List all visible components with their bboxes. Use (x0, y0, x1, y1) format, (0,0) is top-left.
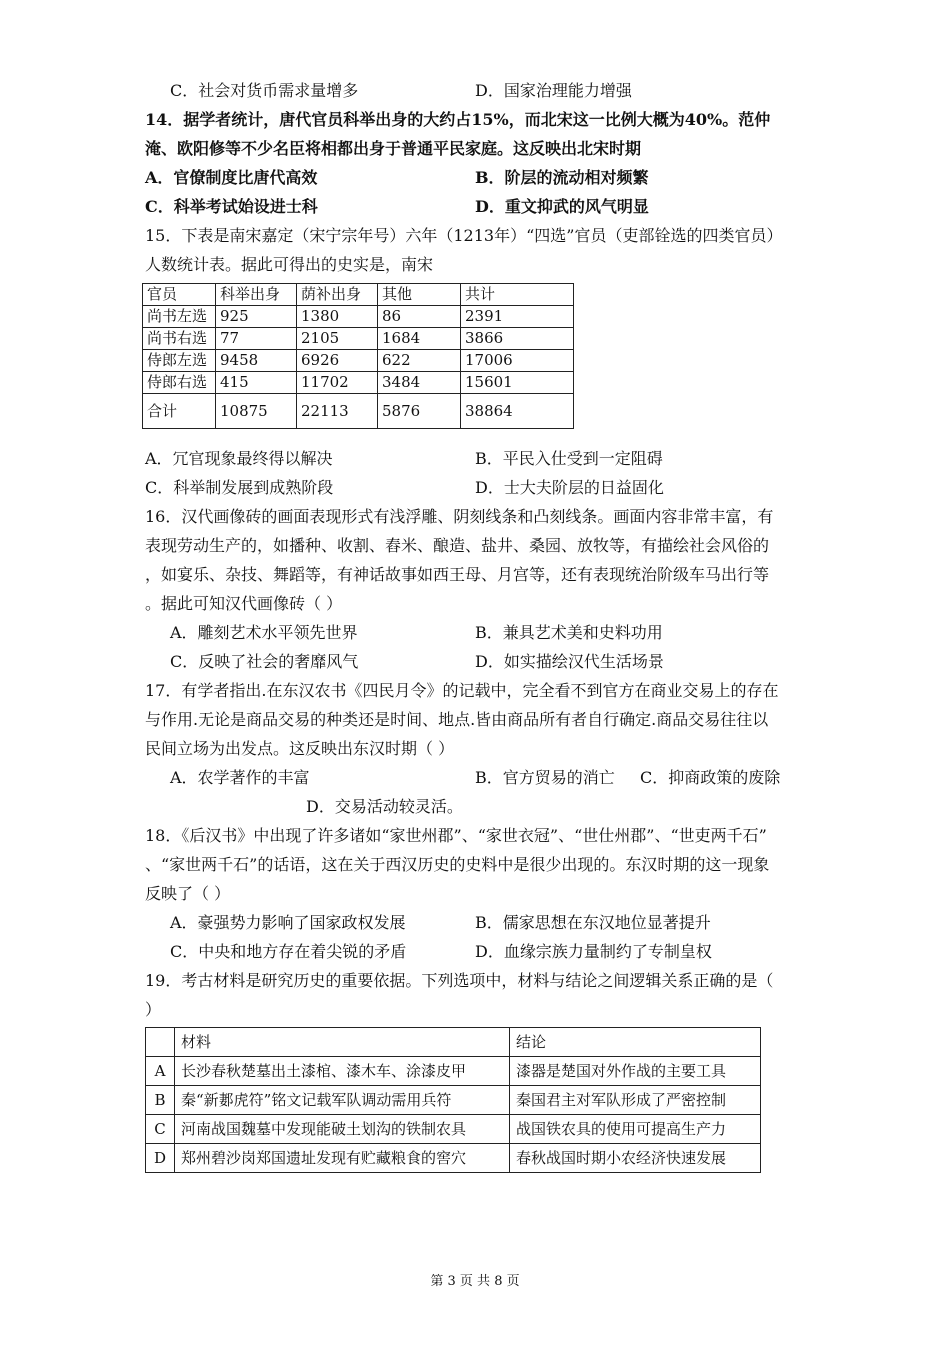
q18-option-a: A．豪强势力影响了国家政权发展 (170, 913, 406, 932)
table-cell: 5876 (378, 394, 461, 429)
table-cell: 战国铁农具的使用可提高生产力 (510, 1115, 761, 1144)
table-row (143, 372, 574, 394)
table-cell: 3866 (461, 328, 574, 350)
table-row (146, 1115, 761, 1144)
q13-option-c: C．社会对货币需求量增多 (170, 81, 359, 100)
q19-stem-line-2: ） (145, 1000, 162, 1019)
q15-officials-table (142, 283, 574, 429)
q15-option-a: A．冗官现象最终得以解决 (145, 449, 333, 468)
q18-stem-line-2: 、“家世两千石”的话语，这在关于西汉历史的史料中是很少出现的。东汉时期的这一现象 (145, 855, 770, 874)
q17-stem-line-3: 民间立场为出发点。这反映出东汉时期（ ） (145, 739, 455, 758)
table-cell: A (146, 1057, 175, 1086)
page-footer: 第 3 页 共 8 页 (430, 1274, 520, 1289)
table-cell: 2105 (297, 328, 378, 350)
q18-option-c: C．中央和地方存在着尖锐的矛盾 (170, 942, 407, 961)
q17-option-b: B．官方贸易的消亡 (475, 768, 615, 787)
q15-option-c: C．科举制发展到成熟阶段 (145, 478, 334, 497)
table-row (143, 306, 574, 328)
table-cell: 415 (216, 372, 297, 394)
table-cell: 长沙春秋楚墓出土漆棺、漆木车、涂漆皮甲 (175, 1057, 510, 1086)
header-cell: 其他 (378, 284, 461, 306)
table-cell: 622 (378, 350, 461, 372)
table-cell: 秦“新郪虎符”铭文记载军队调动需用兵符 (175, 1086, 510, 1115)
table-cell: 11702 (297, 372, 378, 394)
table-cell: D (146, 1144, 175, 1173)
q14-option-a: A．官僚制度比唐代高效 (145, 168, 318, 187)
q16-stem-line-4: 。据此可知汉代画像砖（ ） (145, 594, 343, 613)
table-cell: 侍郎左选 (143, 350, 216, 372)
q17-stem-line-1: 17．有学者指出.在东汉农书《四民月令》的记载中，完全看不到官方在商业交易上的存在 (145, 681, 779, 700)
table-cell: 尚书左选 (143, 306, 216, 328)
q15-stem-line-1: 15．下表是南宋嘉定（宋宁宗年号）六年（1213年）“四选”官员（吏部铨选的四类官员） (145, 226, 783, 245)
table-cell: 侍郎右选 (143, 372, 216, 394)
table-cell: 1684 (378, 328, 461, 350)
table-cell: 17006 (461, 350, 574, 372)
q14-option-d: D．重文抑武的风气明显 (475, 197, 649, 216)
table-cell: 86 (378, 306, 461, 328)
table-cell: 3484 (378, 372, 461, 394)
table-row (146, 1086, 761, 1115)
header-cell: 共计 (461, 284, 574, 306)
table-cell: 郑州碧沙岗郑国遗址发现有贮藏粮食的窖穴 (175, 1144, 510, 1173)
table-row (146, 1144, 761, 1173)
table-cell: 9458 (216, 350, 297, 372)
q17-option-c: C．抑商政策的废除 (640, 768, 781, 787)
table-cell: 6926 (297, 350, 378, 372)
table-cell: 尚书右选 (143, 328, 216, 350)
table-cell: 秦国君主对军队形成了严密控制 (510, 1086, 761, 1115)
q18-stem-line-3: 反映了（ ） (145, 884, 231, 903)
table-total-row (143, 394, 574, 429)
table-row (143, 328, 574, 350)
q17-option-d: D．交易活动较灵活。 (306, 797, 463, 816)
q13-option-d: D．国家治理能力增强 (475, 81, 632, 100)
q15-option-d: D．士大夫阶层的日益固化 (475, 478, 664, 497)
q16-option-a: A．雕刻艺术水平领先世界 (170, 623, 358, 642)
header-cell: 官员 (143, 284, 216, 306)
table-cell: 77 (216, 328, 297, 350)
table-row (143, 350, 574, 372)
table-cell: B (146, 1086, 175, 1115)
table-cell: 2391 (461, 306, 574, 328)
header-cell (146, 1028, 175, 1057)
header-cell: 科举出身 (216, 284, 297, 306)
table-cell: 22113 (297, 394, 378, 429)
header-cell: 材料 (175, 1028, 510, 1057)
header-cell: 结论 (510, 1028, 761, 1057)
q17-option-a: A．农学著作的丰富 (170, 768, 310, 787)
table-row (146, 1057, 761, 1086)
q14-stem-line-1: 14．据学者统计，唐代官员科举出身的大约占15%，而北宋这一比例大概为40%。范仲 (145, 110, 771, 129)
table-cell: 38864 (461, 394, 574, 429)
table-cell: 春秋战国时期小农经济快速发展 (510, 1144, 761, 1173)
q14-option-b: B．阶层的流动相对频繁 (475, 168, 649, 187)
q16-option-c: C．反映了社会的奢靡风气 (170, 652, 359, 671)
q16-stem-line-1: 16．汉代画像砖的画面表现形式有浅浮雕、阴刻线条和凸刻线条。画面内容非常丰富，有 (145, 507, 774, 526)
table-cell: 10875 (216, 394, 297, 429)
q14-stem-line-2: 淹、欧阳修等不少名臣将相都出身于普通平民家庭。这反映出北宋时期 (145, 139, 642, 158)
table-cell: C (146, 1115, 175, 1144)
q19-stem-line-1: 19．考古材料是研究历史的重要依据。下列选项中，材料与结论之间逻辑关系正确的是（ (145, 971, 774, 990)
q19-archaeology-table (145, 1027, 761, 1173)
header-cell: 荫补出身 (297, 284, 378, 306)
q17-stem-line-2: 与作用.无论是商品交易的种类还是时间、地点.皆由商品所有者自行确定.商品交易往往以 (145, 710, 769, 729)
q18-stem-line-1: 18．《后汉书》中出现了许多诸如“家世州郡”、“家世衣冠”、“世仕州郡”、“世吏两千石” (145, 826, 767, 845)
table-cell: 合计 (143, 394, 216, 429)
q16-stem-line-3: ，如宴乐、杂技、舞蹈等，有神话故事如西王母、月宫等，还有表现统治阶级车马出行等 (145, 565, 770, 584)
q15-stem-line-2: 人数统计表。据此可得出的史实是，南宋 (145, 255, 434, 274)
q18-option-d: D．血缘宗族力量制约了专制皇权 (475, 942, 712, 961)
table-cell: 15601 (461, 372, 574, 394)
q18-option-b: B．儒家思想在东汉地位显著提升 (475, 913, 711, 932)
table-header-row (143, 284, 574, 306)
table-header-row (146, 1028, 761, 1057)
q16-option-b: B．兼具艺术美和史料功用 (475, 623, 663, 642)
q16-option-d: D．如实描绘汉代生活场景 (475, 652, 664, 671)
table-cell: 1380 (297, 306, 378, 328)
q14-option-c: C．科举考试始设进士科 (145, 197, 318, 216)
q16-stem-line-2: 表现劳动生产的，如播种、收割、舂米、酿造、盐井、桑园、放牧等，有描绘社会风俗的 (145, 536, 770, 555)
table-cell: 河南战国魏墓中发现能破土划沟的铁制农具 (175, 1115, 510, 1144)
table-cell: 漆器是楚国对外作战的主要工具 (510, 1057, 761, 1086)
table-cell: 925 (216, 306, 297, 328)
q15-option-b: B．平民入仕受到一定阻碍 (475, 449, 663, 468)
